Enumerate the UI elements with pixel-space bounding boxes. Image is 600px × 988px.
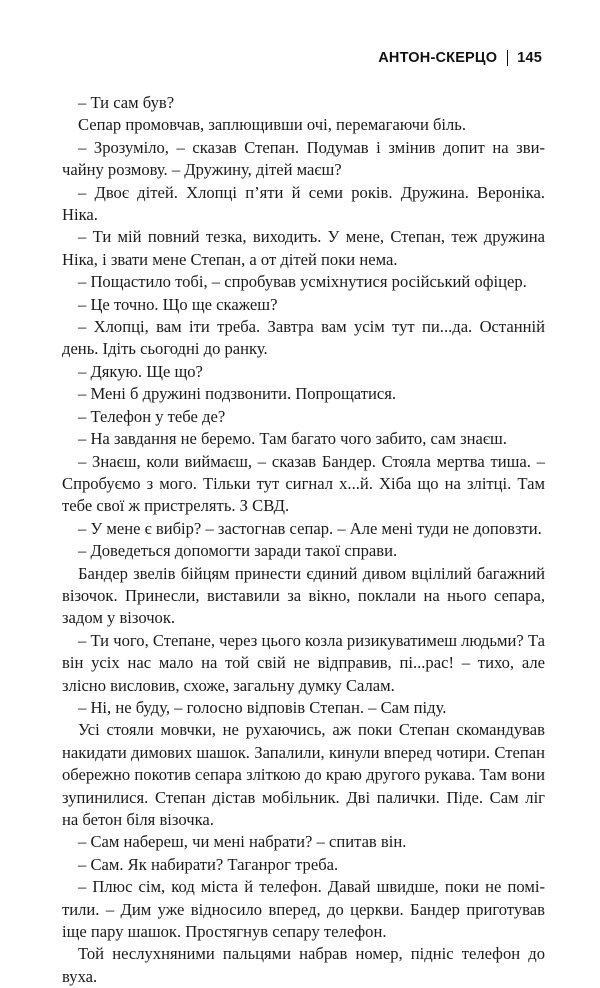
- paragraph: – Ти сам був?: [78, 93, 175, 112]
- body-text: [62, 92, 545, 988]
- paragraph: – Плюс сім, код міста й телефон. Давай швидше, поки не помітили. – Дим уже відносило вперед, до церкви. Бандер приготував іще пару шашок. Простягнув сепару телефон.: [62, 877, 545, 942]
- paragraph: – Ти чого, Степане, через цього козла ризикуватимеш людьми? Та він усіх нас мало на той свій не відправив, пі...рас! – тихо, але злісно висловив, схоже, загальну думку Салам.: [62, 630, 545, 695]
- paragraph: – У мене є вибір? – застогнав сепар. – Але мені туди не доповзти.: [78, 518, 542, 538]
- paragraph: – Це точно. Що ще скажеш?: [78, 294, 278, 314]
- paragraph: – Ти мій повний тезка, виходить. У мене, Степан, теж дружина Ніка, і звати мене Степан, а от дітей поки нема.: [62, 227, 545, 269]
- paragraph: – Двоє дітей. Хлопці п’яти й семи років. Дружина. Вероніка. Ніка.: [62, 182, 545, 225]
- paragraph: Сепар промовчав, заплющивши очі, перемагаючи біль.: [78, 115, 467, 135]
- paragraph: – Зрозуміло, – сказав Степан. Подумав і змінив допит на звичайну розмову. – Дружину, дітей маєш?: [62, 137, 545, 180]
- paragraph: – Дякую. Ще що?: [78, 361, 203, 381]
- running-header: [378, 49, 542, 67]
- header-divider: [507, 50, 508, 66]
- paragraph: Бандер звелів бійцям принести єдиний дивом вцілілий багажний візочок. Принесли, виставили за вікно, поклали на нього сепара, задом у візочок.: [62, 563, 545, 628]
- paragraph: Той неслухняними пальцями набрав номер, підніс телефон до вуха.: [62, 944, 545, 986]
- paragraph: – Доведеться допомогти заради такої справи.: [78, 541, 398, 561]
- paragraph: – Телефон у тебе де?: [78, 406, 226, 426]
- paragraph: – Хлопці, вам іти треба. Завтра вам усім тут пи...да. Останній день. Ідіть сьогодні до ранку.: [62, 317, 545, 359]
- paragraph: – Пощастило тобі, – спробував усміхнутися російський офіцер.: [78, 272, 527, 292]
- paragraph: – Знаєш, коли виймаєш, – сказав Бандер. Стояла мертва тиша. – Спробуємо з мого. Тільки тут сигнал х...й. Хіба що на злітці. Там тебе свої ж пристрелять. З СВД.: [62, 451, 545, 516]
- paragraph: – Ні, не буду, – голосно відповів Степан. – Сам піду.: [78, 697, 447, 717]
- paragraph: – Сам. Як набирати? Таганрог треба.: [78, 854, 339, 874]
- paragraph: – На завдання не беремо. Там багато чого забито, сам знаєш.: [78, 429, 507, 449]
- paragraph: – Сам набереш, чи мені набрати? – спитав він.: [78, 832, 407, 852]
- paragraph: Усі стояли мовчки, не рухаючись, аж поки Степан скомандував накидати димових шашок. Запалили, кинули вперед чотири. Степан обережно покотив сепара зліткою до краю другого рукава. Там вони зупинилися. Степан дістав мобільник. Дві палички. Піде. Сам ліг на бетон біля візочка.: [62, 720, 545, 829]
- author-name: АНТОН-СКЕРЦО: [378, 50, 498, 66]
- page-number: 145: [517, 50, 542, 66]
- paragraph: – Мені б дружині подзвонити. Попрощатися.: [78, 384, 397, 404]
